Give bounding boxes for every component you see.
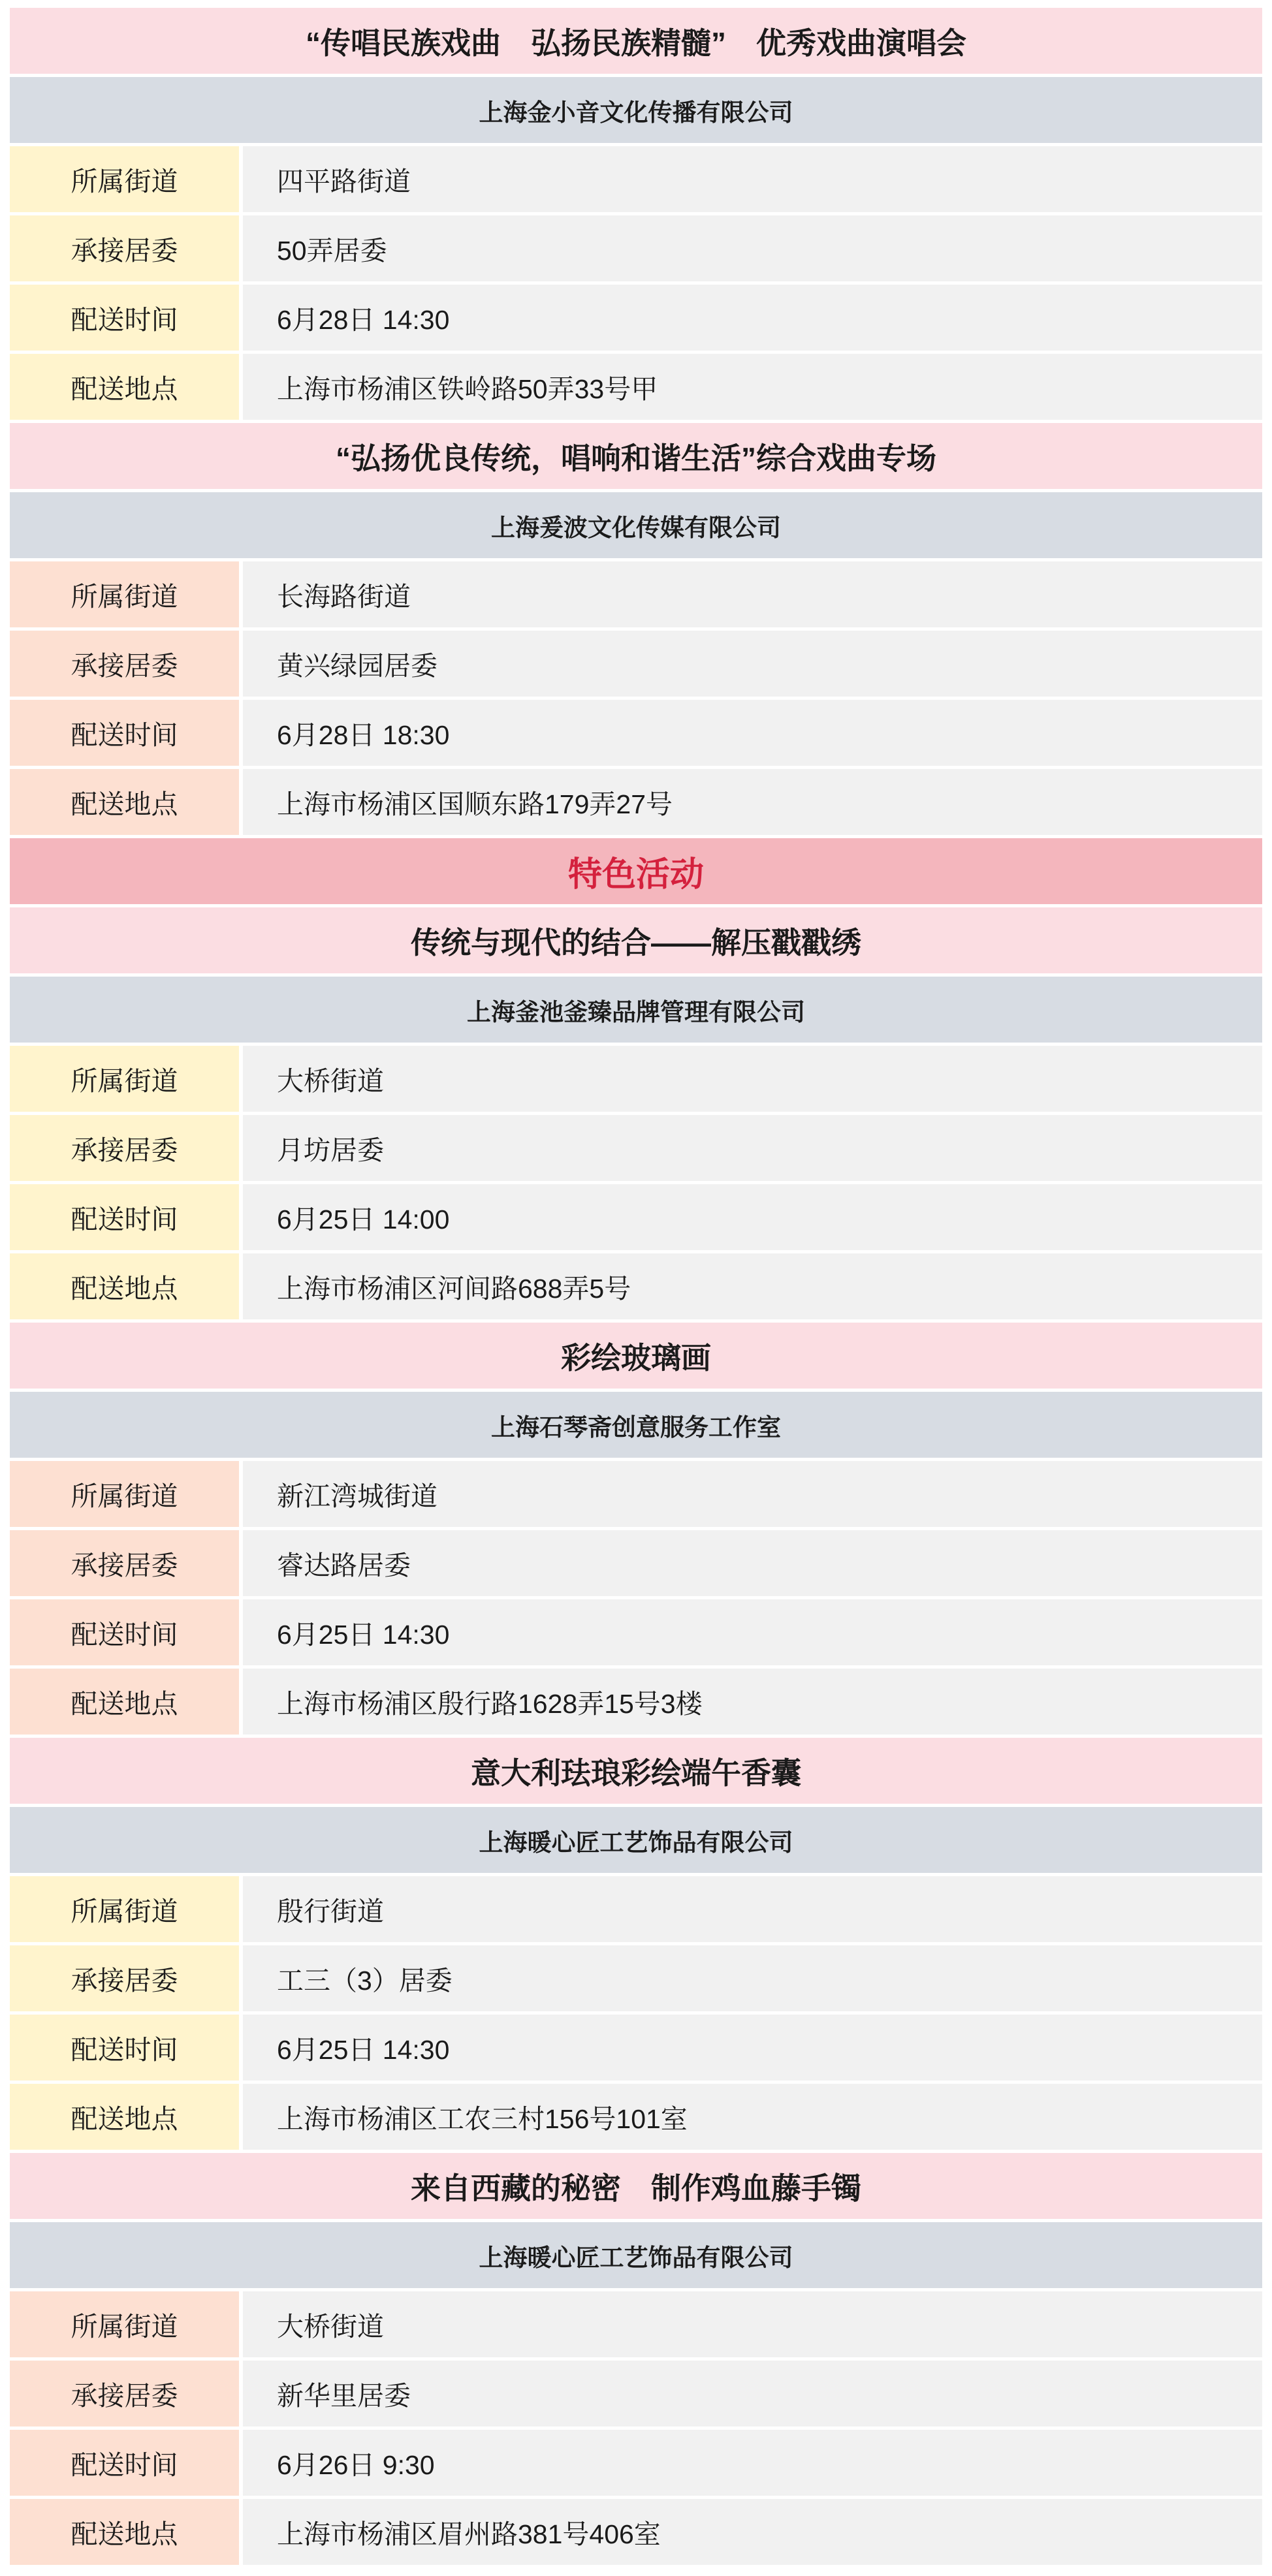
committee-row [10, 2361, 1262, 2427]
street-row [10, 146, 1262, 212]
time-label: 配送时间 [10, 2015, 243, 2081]
event-title: 来自西藏的秘密 制作鸡血藤手镯 [10, 2153, 1262, 2219]
location-value: 上海市杨浦区工农三村156号101室 [277, 2104, 688, 2134]
location-label: 配送地点 [10, 769, 243, 835]
time-row [10, 2015, 1262, 2081]
street-label: 所属街道 [10, 146, 243, 212]
committee-value: 月坊居委 [277, 1135, 384, 1165]
street-label: 所属街道 [10, 561, 243, 627]
committee-label: 承接居委 [10, 2361, 243, 2427]
time-value: 6月26日 9:30 [277, 2450, 435, 2480]
time-value: 6月25日 14:30 [277, 2035, 450, 2065]
street-value: 新江湾城街道 [277, 1481, 437, 1511]
location-row [10, 1669, 1262, 1735]
location-label: 配送地点 [10, 354, 243, 420]
street-value: 大桥街道 [277, 1066, 384, 1096]
time-row [10, 1599, 1262, 1665]
committee-label: 承接居委 [10, 1530, 243, 1596]
street-row [10, 1876, 1262, 1942]
time-label: 配送时间 [10, 285, 243, 351]
committee-value: 工三（3）居委 [277, 1966, 453, 1996]
street-value: 长海路街道 [277, 582, 411, 612]
committee-row [10, 1530, 1262, 1596]
committee-value: 50弄居委 [277, 236, 387, 266]
time-value: 6月28日 18:30 [277, 720, 450, 750]
location-label: 配送地点 [10, 2499, 243, 2565]
committee-row [10, 1945, 1262, 2011]
location-row [10, 1253, 1262, 1319]
location-value: 上海市杨浦区殷行路1628弄15号3楼 [277, 1689, 703, 1719]
time-label: 配送时间 [10, 1599, 243, 1665]
time-label: 配送时间 [10, 700, 243, 766]
location-row [10, 354, 1262, 420]
committee-label: 承接居委 [10, 1115, 243, 1181]
street-value: 大桥街道 [277, 2312, 384, 2342]
committee-value: 黄兴绿园居委 [277, 651, 437, 681]
location-value: 上海市杨浦区铁岭路50弄33号甲 [277, 374, 658, 404]
event-company: 上海石琴斋创意服务工作室 [10, 1392, 1262, 1458]
committee-value: 新华里居委 [277, 2381, 411, 2411]
street-label: 所属街道 [10, 1876, 243, 1942]
category-heading: 特色活动 [10, 838, 1262, 904]
location-label: 配送地点 [10, 1253, 243, 1319]
committee-row [10, 215, 1262, 281]
street-label: 所属街道 [10, 1046, 243, 1112]
street-label: 所属街道 [10, 1461, 243, 1527]
time-value: 6月25日 14:00 [277, 1204, 450, 1234]
location-value: 上海市杨浦区眉州路381号406室 [277, 2519, 661, 2549]
event-company: 上海釜池釜臻品牌管理有限公司 [10, 977, 1262, 1043]
committee-value: 睿达路居委 [277, 1550, 411, 1580]
event-company: 上海暖心匠工艺饰品有限公司 [10, 2222, 1262, 2288]
street-row [10, 1461, 1262, 1527]
location-label: 配送地点 [10, 2084, 243, 2150]
committee-row [10, 1115, 1262, 1181]
time-label: 配送时间 [10, 1184, 243, 1250]
time-value: 6月28日 14:30 [277, 305, 450, 335]
location-row [10, 2084, 1262, 2150]
location-value: 上海市杨浦区国顺东路179弄27号 [277, 789, 673, 819]
time-value: 6月25日 14:30 [277, 1620, 450, 1650]
time-row [10, 1184, 1262, 1250]
event-title: 意大利珐琅彩绘端午香囊 [10, 1738, 1262, 1804]
event-company: 上海暖心匠工艺饰品有限公司 [10, 1807, 1262, 1873]
street-row [10, 2291, 1262, 2357]
time-row [10, 2430, 1262, 2496]
location-value: 上海市杨浦区河间路688弄5号 [277, 1274, 631, 1304]
time-row [10, 700, 1262, 766]
street-label: 所属街道 [10, 2291, 243, 2357]
street-row [10, 1046, 1262, 1112]
committee-label: 承接居委 [10, 215, 243, 281]
street-row [10, 561, 1262, 627]
location-row [10, 2499, 1262, 2565]
location-row [10, 769, 1262, 835]
time-row [10, 285, 1262, 351]
street-value: 殷行街道 [277, 1896, 384, 1926]
event-title: 彩绘玻璃画 [10, 1323, 1262, 1389]
event-title: 传统与现代的结合——解压戳戳绣 [10, 907, 1262, 973]
event-company: 上海爰波文化传媒有限公司 [10, 492, 1262, 558]
committee-row [10, 631, 1262, 697]
street-value: 四平路街道 [277, 166, 411, 196]
event-title: “传唱民族戏曲 弘扬民族精髓” 优秀戏曲演唱会 [10, 8, 1262, 74]
event-company: 上海金小音文化传播有限公司 [10, 77, 1262, 143]
committee-label: 承接居委 [10, 1945, 243, 2011]
event-title: “弘扬优良传统，唱响和谐生活”综合戏曲专场 [10, 423, 1262, 489]
committee-label: 承接居委 [10, 631, 243, 697]
time-label: 配送时间 [10, 2430, 243, 2496]
location-label: 配送地点 [10, 1669, 243, 1735]
